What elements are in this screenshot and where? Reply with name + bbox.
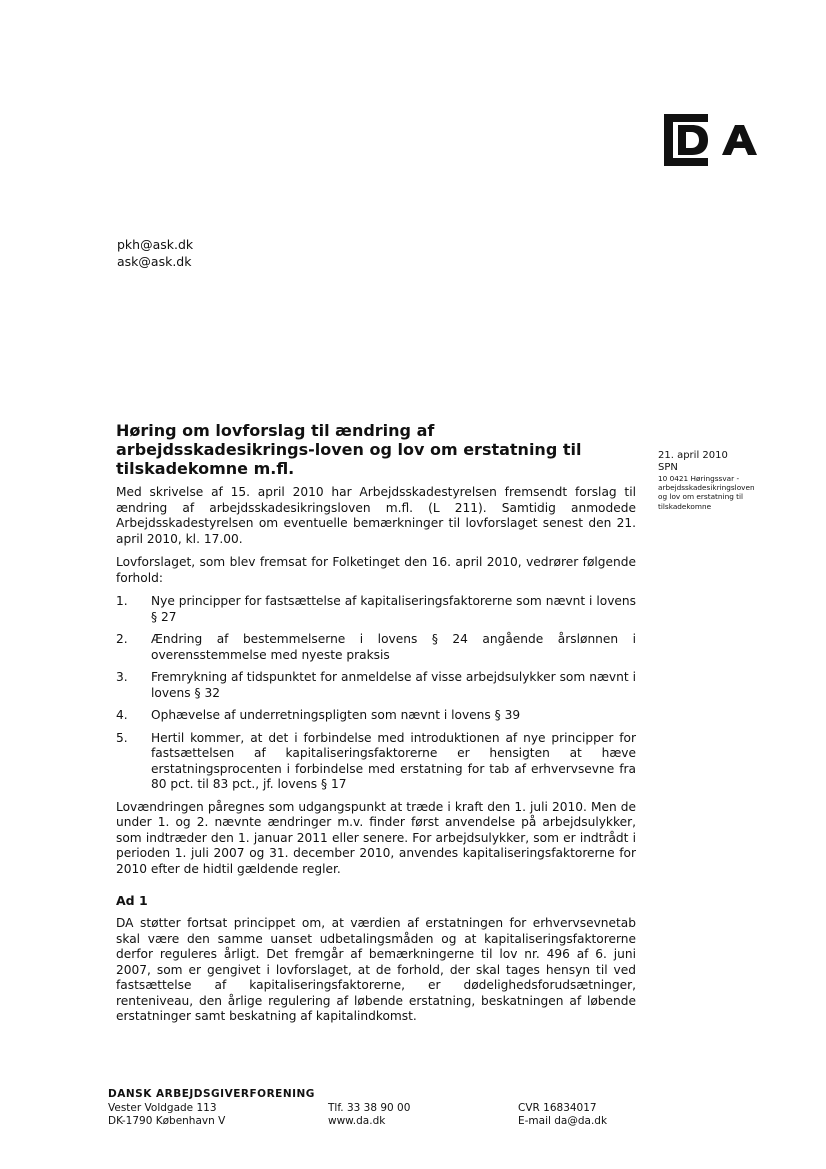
recipient-emails: [117, 236, 193, 270]
address-city: DK-1790 København V: [108, 1115, 226, 1127]
email-link[interactable]: E-mail da@da.dk: [518, 1115, 608, 1127]
footer-address: [108, 1102, 328, 1128]
list-item: [116, 670, 636, 701]
letter-title: Høring om lovforslag til ændring af arbejdsskadesikrings-loven og lov om erstatning til tilskadekomne m.fl.: [116, 421, 582, 478]
phone-number: Tlf. 33 38 90 00: [328, 1102, 411, 1114]
list-item-number: 5.: [116, 730, 128, 745]
reference-line: tilskadekomne: [658, 501, 712, 511]
list-item-text: Nye principper for fastsættelse af kapitaliseringsfaktorerne som nævnt i lovens § 27: [151, 594, 636, 624]
section-heading: Ad 1: [116, 893, 148, 908]
issues-list: [116, 594, 636, 793]
list-item-number: 1.: [116, 594, 128, 608]
reference-line: 10 0421 Høringssvar -: [658, 474, 740, 483]
lead-paragraph: Lovforslaget, som blev fremsat for Folketinget den 16. april 2010, vedrører følgende forhold:: [116, 555, 636, 585]
effective-date-paragraph: Lovændringen påregnes som udgangspunkt at træde i kraft den 1. juli 2010. Men de under 1. og 2. nævnte ændringer m.v. finder først anvendelse på arbejdsulykker, som indtræder den 1. januar 2011 eller senere. For arbejdsulykker, som er indtrådt i perioden 1. juli 2007 og 31. december 2010, anvendes kapitaliseringsfaktorerne for 2010 efter de hidtil gældende regler.: [116, 799, 636, 876]
list-item: [116, 632, 636, 663]
list-item-text: Hertil kommer, at det i forbindelse med introduktionen af nye principper for fastsættelsen af kapitaliseringsfaktorerne er hensigten at hæve erstatningsprocenten i forbindelse med erstatning for tab af erhvervsevne fra 80 pct. til 83 pct., jf. lovens § 17: [151, 730, 636, 791]
reference-line: og lov om erstatning til: [658, 492, 744, 502]
cvr-number: CVR 16834017: [518, 1102, 597, 1114]
recipient-email: ask@ask.dk: [117, 254, 192, 269]
footer-registration: [518, 1102, 668, 1128]
list-item-number: 4.: [116, 708, 128, 722]
footer-contact: [328, 1102, 518, 1128]
letter-metadata: [658, 450, 798, 511]
address-street: Vester Voldgade 113: [108, 1102, 217, 1114]
letterhead-footer: [108, 1087, 668, 1128]
letter-date: 21. april 2010: [658, 450, 728, 461]
list-item: [116, 731, 636, 793]
list-item-text: Ophævelse af underretningspligten som nævnt i lovens § 39: [151, 708, 521, 722]
author-initials: SPN: [658, 462, 678, 473]
list-item-text: Fremrykning af tidspunktet for anmeldelse af visse arbejdsulykker som nævnt i lovens § 32: [151, 670, 636, 700]
reference-line: arbejdsskadesikringsloven: [658, 483, 755, 493]
da-logo: [664, 114, 772, 166]
list-item: [116, 594, 636, 625]
list-item-number: 2.: [116, 632, 128, 646]
list-item-number: 3.: [116, 670, 128, 684]
website-link[interactable]: www.da.dk: [328, 1115, 386, 1127]
list-item: [116, 708, 636, 724]
section-paragraph: DA støtter fortsat princippet om, at værdien af erstatningen for erhvervsevnetab skal være den samme uanset udbetalingsmåden og at kapitaliseringsfaktorerne derfor reguleres årligt. Det fremgår af bemærkningerne til lov nr. 496 af 6. juni 2007, som er gengivet i lovforslaget, at de forhold, der skal tages hensyn til ved fastsættelse af kapitaliseringsfaktorerne, er dødelighedsforudsætninger, renteniveau, den årlige regulering af løbende erstatning, beskatningen af løbende erstatninger samt beskatning af kapitalindkomst.: [116, 916, 636, 1023]
list-item-text: Ændring af bestemmelserne i lovens § 24 angående årslønnen i overensstemmelse med nyeste praksis: [151, 632, 636, 662]
letter-body: [116, 421, 636, 1025]
recipient-email: pkh@ask.dk: [117, 237, 194, 252]
organization-name: DANSK ARBEJDSGIVERFORENING: [108, 1088, 315, 1100]
intro-paragraph: Med skrivelse af 15. april 2010 har Arbejdsskadestyrelsen fremsendt forslag til ændring af arbejdsskadesikringsloven m.fl. (L 211). Samtidig anmodede Arbejdsskadestyrelsen om eventuelle bemærkninger til lovforslaget senest den 21. april 2010, kl. 17.00.: [116, 485, 636, 546]
